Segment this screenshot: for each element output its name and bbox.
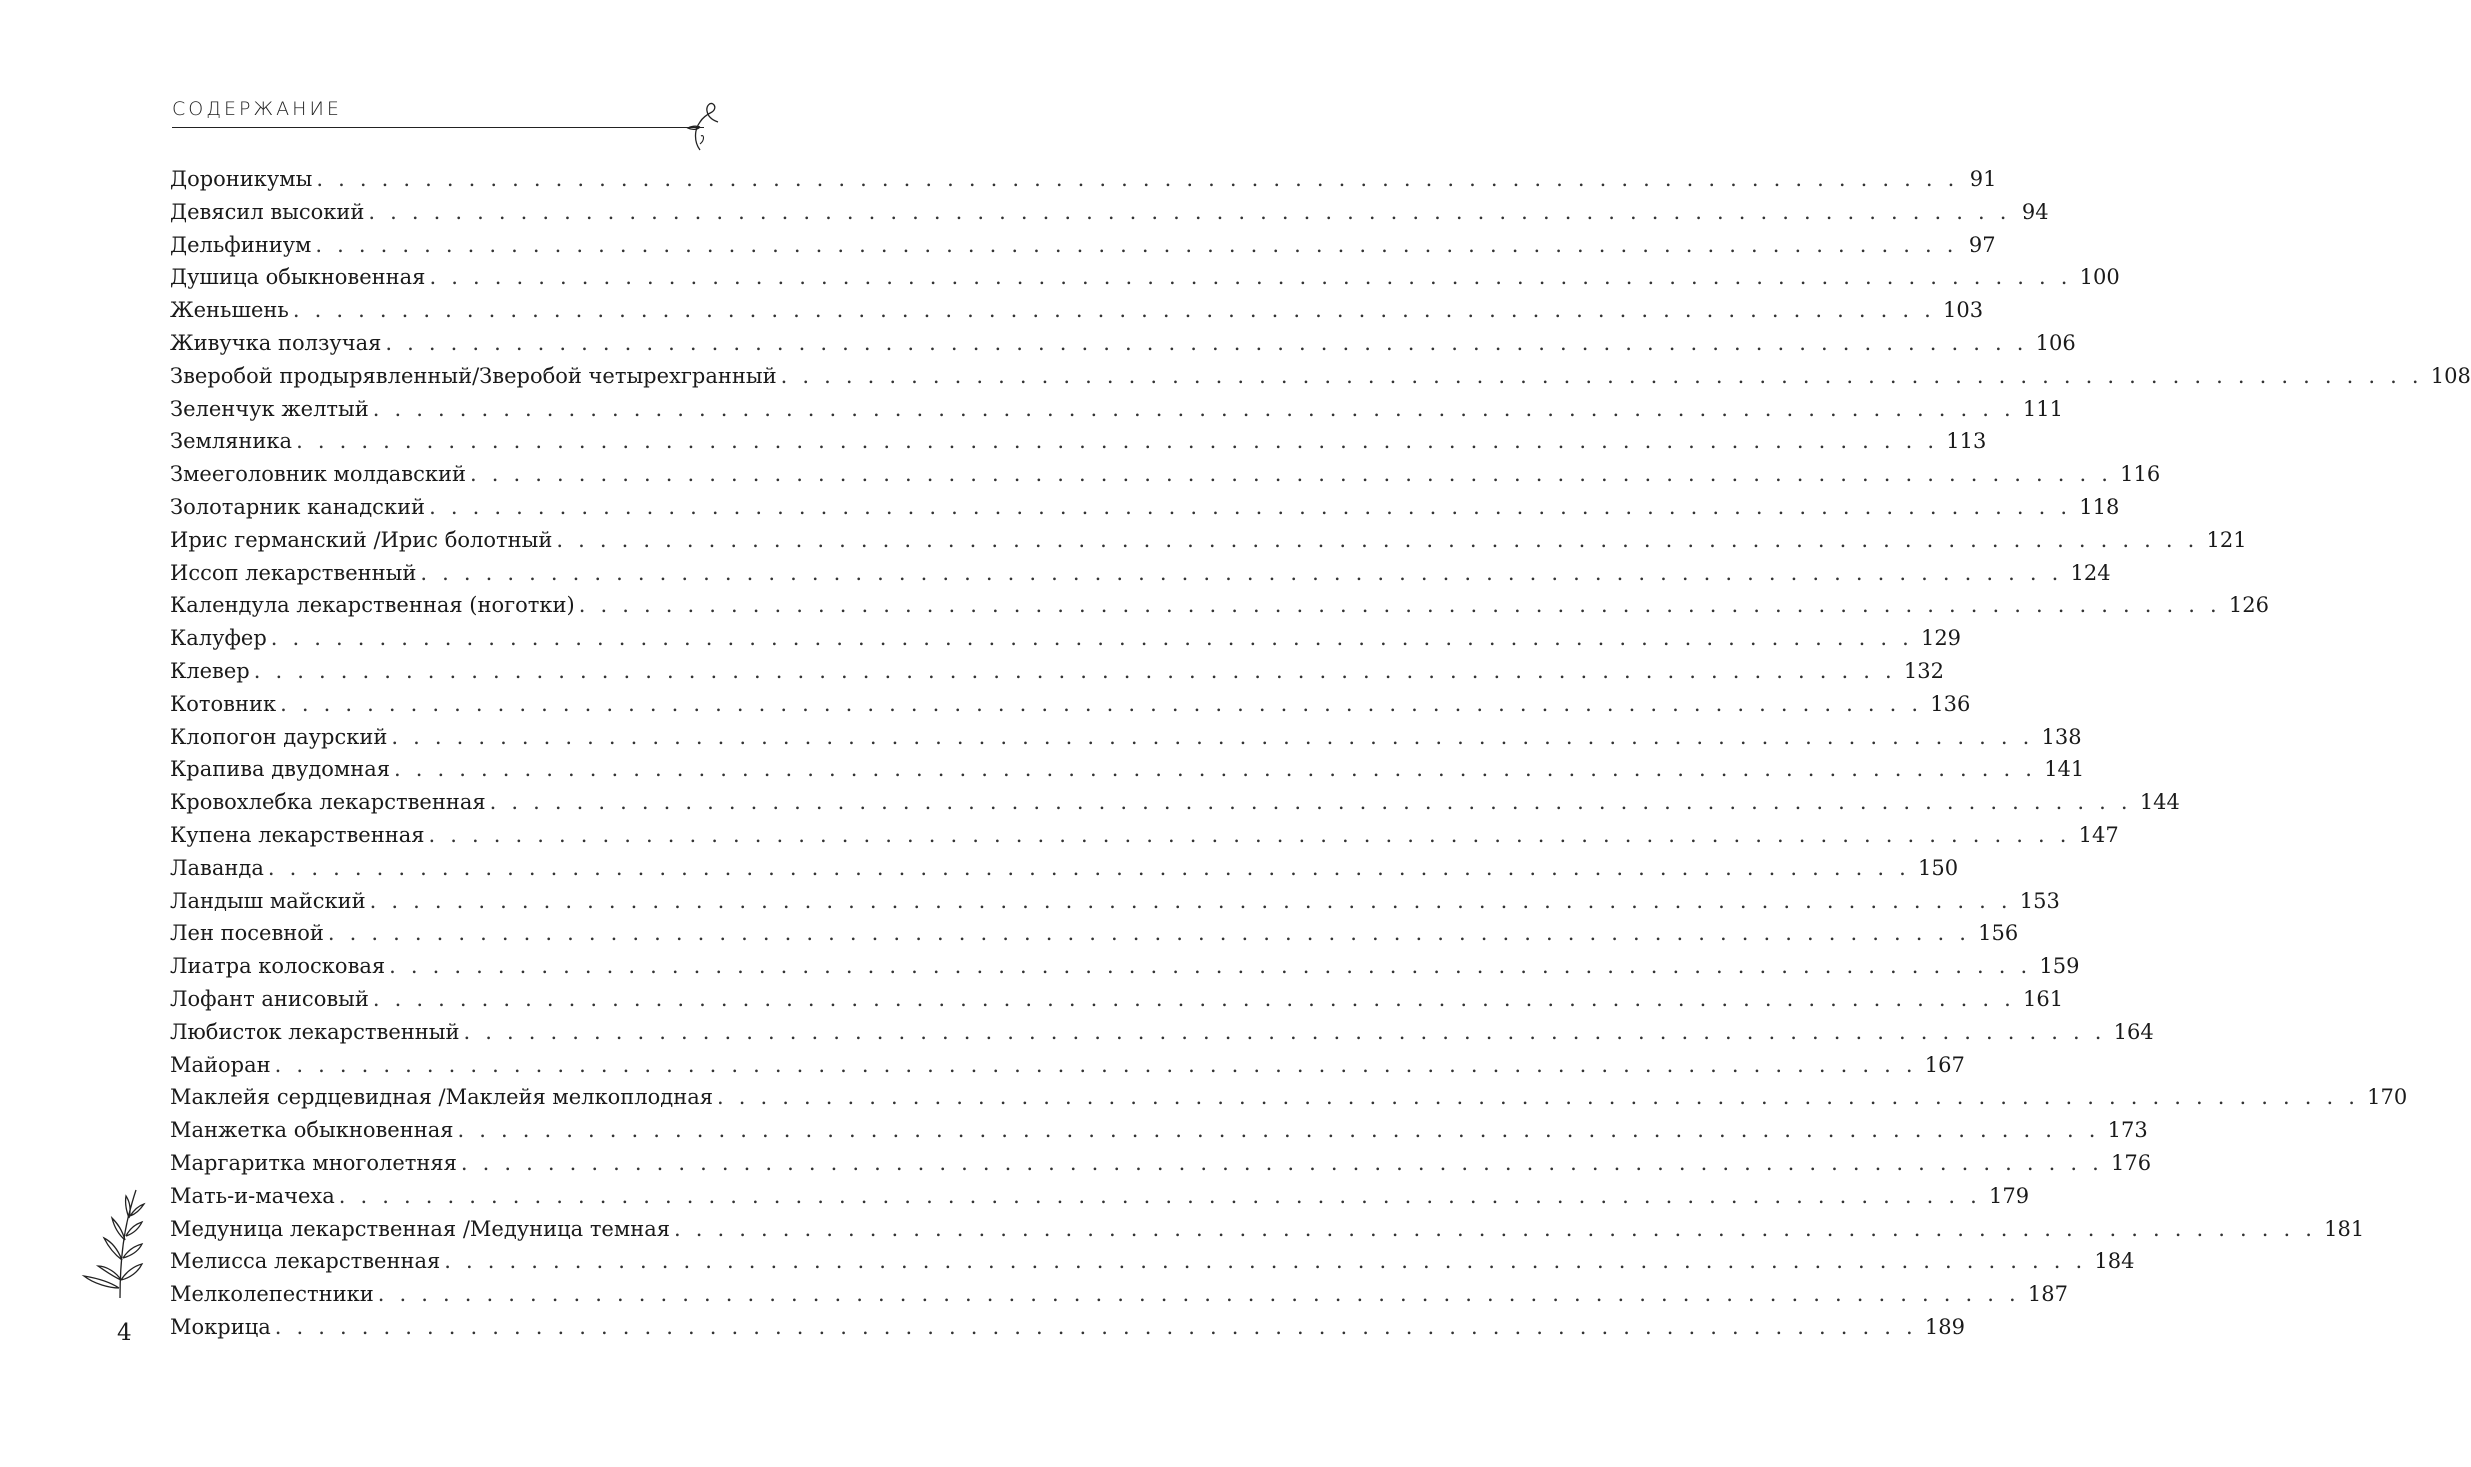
dot-leader: . . . . . . . . . . . . . . . . . . . . . . . . . . . . . . . . . . . . . . . . . . . . . . . . . . . . . . . . . . . . . . . . . . . . . . . . . . . . xyxy=(338,1183,1981,1208)
toc-entry xyxy=(170,1180,2030,1213)
toc-entry-page: 179 xyxy=(1988,1183,2030,1208)
toc-entry xyxy=(170,458,2161,491)
toc-entry-page: 132 xyxy=(1903,658,1944,683)
toc-entry-page: 153 xyxy=(2019,888,2060,913)
toc-entry xyxy=(170,360,2471,393)
toc-entry xyxy=(170,1213,2365,1246)
toc-entry xyxy=(170,983,2064,1016)
toc-entry-title: Дельфиниум xyxy=(170,232,312,257)
toc-entry xyxy=(170,950,2080,983)
toc-entry-title: Мокрица xyxy=(170,1314,271,1339)
dot-leader: . . . . . . . . . . . . . . . . . . . . . . . . . . . . . . . . . . . . . . . . . . . . . . . . . . . . . . . . . . . . . . . . . . . . . . . . . . . . xyxy=(327,921,1971,946)
toc-entry xyxy=(170,1016,2154,1049)
dot-leader: . . . . . . . . . . . . . . . . . . . . . . . . . . . . . . . . . . . . . . . . . . . . . . . . . . . . . . . . . . . . . . . . . . . . . . . . . . . . xyxy=(253,658,1896,683)
flourish-icon xyxy=(688,100,722,152)
toc-entry-title: Медуница лекарственная /Медуница темная xyxy=(170,1216,670,1241)
toc-entry-title: Манжетка обыкновенная xyxy=(170,1118,454,1143)
toc-entry-page: 108 xyxy=(2430,363,2471,388)
toc-entry xyxy=(170,688,1971,721)
toc-entry-title: Маргаритка многолетняя xyxy=(170,1150,457,1175)
toc-entry-page: 113 xyxy=(1946,429,1987,454)
toc-entry-page: 103 xyxy=(1943,298,1984,323)
toc-entry xyxy=(170,261,2120,294)
dot-leader: . . . . . . . . . . . . . . . . . . . . . . . . . . . . . . . . . . . . . . . . . . . . . . . . . . . . . . . . . . . . . . . . . . . . . . . . . . . . xyxy=(377,1282,2020,1307)
toc-entry-title: Девясил высокий xyxy=(170,199,365,224)
toc-entry-page: 176 xyxy=(2111,1150,2152,1175)
toc-entry-title: Крапива двудомная xyxy=(170,757,391,782)
toc-entry xyxy=(170,229,1996,262)
dot-leader: . . . . . . . . . . . . . . . . . . . . . . . . . . . . . . . . . . . . . . . . . . . . . . . . . . . . . . . . . . . . . . . . . . . . . . . . . . . . xyxy=(274,1052,1917,1077)
toc-entry xyxy=(170,425,1987,458)
toc-entry xyxy=(170,1114,2148,1147)
toc-entry-title: Душица обыкновенная xyxy=(170,265,426,290)
dot-leader: . . . . . . . . . . . . . . . . . . . . . . . . . . . . . . . . . . . . . . . . . . . . . . . . . . . . . . . . . . . . . . . . . . . . . . . . . . . . xyxy=(316,167,1959,191)
leaf-sprig-icon xyxy=(82,1188,146,1300)
toc-entry-page: 91 xyxy=(1969,167,1997,191)
page-number: 4 xyxy=(117,1320,132,1346)
toc-entry-page: 138 xyxy=(2041,724,2082,749)
toc-entry-page: 141 xyxy=(2044,757,2085,782)
toc-entry-page: 159 xyxy=(2039,954,2080,979)
toc-entry-page: 156 xyxy=(1978,921,2019,946)
toc-entry-page: 164 xyxy=(2113,1019,2154,1044)
dot-leader: . . . . . . . . . . . . . . . . . . . . . . . . . . . . . . . . . . . . . . . . . . . . . . . . . . . . . . . . . . . . . . . . . . . . . . . . . . . . xyxy=(296,429,1939,454)
toc-entry xyxy=(170,589,2269,622)
dot-leader: . . . . . . . . . . . . . . . . . . . . . . . . . . . . . . . . . . . . . . . . . . . . . . . . . . . . . . . . . . . . . . . . . . . . . . . . . . . . xyxy=(315,232,1958,257)
toc-entry xyxy=(170,1245,2135,1278)
toc-entry xyxy=(170,557,2111,590)
toc-entry-title: Калуфер xyxy=(170,626,267,651)
toc-entry-title: Золотарник канадский xyxy=(170,494,426,519)
toc-entry-page: 129 xyxy=(1920,626,1962,651)
toc-entry-page: 97 xyxy=(1968,232,1996,257)
dot-leader: . . . . . . . . . . . . . . . . . . . . . . . . . . . . . . . . . . . . . . . . . . . . . . . . . . . . . . . . . . . . . . . . . . . . . . . . . . . . xyxy=(460,1150,2104,1175)
dot-leader: . . . . . . . . . . . . . . . . . . . . . . . . . . . . . . . . . . . . . . . . . . . . . . . . . . . . . . . . . . . . . . . . . . . . . . . . . . . . xyxy=(420,560,2063,585)
dot-leader: . . . . . . . . . . . . . . . . . . . . . . . . . . . . . . . . . . . . . . . . . . . . . . . . . . . . . . . . . . . . . . . . . . . . . . . . . . . . xyxy=(578,593,2221,618)
dot-leader: . . . . . . . . . . . . . . . . . . . . . . . . . . . . . . . . . . . . . . . . . . . . . . . . . . . . . . . . . . . . . . . . . . . . . . . . . . . . xyxy=(292,298,1936,323)
toc-entry-title: Женьшень xyxy=(170,298,289,323)
toc-entry xyxy=(170,196,2049,229)
toc-entry-title: Ирис германский /Ирис болотный xyxy=(170,527,553,552)
toc-entry xyxy=(170,393,2063,426)
toc-entry xyxy=(170,491,2120,524)
toc-entry-page: 147 xyxy=(2078,822,2119,847)
toc-entry-page: 181 xyxy=(2324,1216,2365,1241)
toc-entry xyxy=(170,1311,1965,1344)
toc-entry xyxy=(170,786,2180,819)
toc-entry-page: 161 xyxy=(2023,986,2064,1011)
dot-leader: . . . . . . . . . . . . . . . . . . . . . . . . . . . . . . . . . . . . . . . . . . . . . . . . . . . . . . . . . . . . . . . . . . . . . . . . . . . . xyxy=(368,199,2011,224)
toc-entry-page: 121 xyxy=(2206,527,2247,552)
toc-entry-title: Клевер xyxy=(170,658,250,683)
toc-entry xyxy=(170,1081,2408,1114)
toc-entry-page: 189 xyxy=(1924,1314,1965,1339)
dot-leader: . . . . . . . . . . . . . . . . . . . . . . . . . . . . . . . . . . . . . . . . . . . . . . . . . . . . . . . . . . . . . . . . . . . . . . . . . . . . xyxy=(470,462,2113,487)
dot-leader: . . . . . . . . . . . . . . . . . . . . . . . . . . . . . . . . . . . . . . . . . . . . . . . . . . . . . . . . . . . . . . . . . . . . . . . . . . . . xyxy=(389,954,2032,979)
dot-leader: . . . . . . . . . . . . . . . . . . . . . . . . . . . . . . . . . . . . . . . . . . . . . . . . . . . . . . . . . . . . . . . . . . . . . . . . . . . . xyxy=(385,330,2028,355)
dot-leader: . . . . . . . . . . . . . . . . . . . . . . . . . . . . . . . . . . . . . . . . . . . . . . . . . . . . . . . . . . . . . . . . . . . . . . . . . . . . xyxy=(463,1019,2106,1044)
dot-leader: . . . . . . . . . . . . . . . . . . . . . . . . . . . . . . . . . . . . . . . . . . . . . . . . . . . . . . . . . . . . . . . . . . . . . . . . . . . . xyxy=(280,691,1923,716)
toc-entry xyxy=(170,721,2082,754)
toc-entry-page: 116 xyxy=(2120,462,2161,487)
toc-entry-title: Лен посевной xyxy=(170,921,324,946)
toc-entry xyxy=(170,852,1959,885)
toc-entry xyxy=(170,917,2019,950)
toc-entry xyxy=(170,1049,1965,1082)
toc-entry-title: Лаванда xyxy=(170,855,264,880)
toc-entry-page: 136 xyxy=(1930,691,1971,716)
page-title: СОДЕРЖАНИЕ xyxy=(172,98,342,120)
toc-entry xyxy=(170,294,1984,327)
dot-leader: . . . . . . . . . . . . . . . . . . . . . . . . . . . . . . . . . . . . . . . . . . . . . . . . . . . . . . . . . . . . . . . . . . . . . . . . . . . . xyxy=(429,494,2072,519)
dot-leader: . . . . . . . . . . . . . . . . . . . . . . . . . . . . . . . . . . . . . . . . . . . . . . . . . . . . . . . . . . . . . . . . . . . . . . . . . . . . xyxy=(391,724,2034,749)
dot-leader: . . . . . . . . . . . . . . . . . . . . . . . . . . . . . . . . . . . . . . . . . . . . . . . . . . . . . . . . . . . . . . . . . . . . . . . . . . . . xyxy=(267,855,1911,880)
toc-entry-page: 184 xyxy=(2094,1249,2135,1274)
toc-entry-page: 187 xyxy=(2027,1282,2068,1307)
toc-entry-page: 173 xyxy=(2107,1118,2148,1143)
toc-entry-page: 126 xyxy=(2228,593,2269,618)
toc-entry-page: 111 xyxy=(2022,396,2063,421)
dot-leader: . . . . . . . . . . . . . . . . . . . . . . . . . . . . . . . . . . . . . . . . . . . . . . . . . . . . . . . . . . . . . . . . . . . . . . . . . . . . xyxy=(372,396,2015,421)
toc-entry-title: Майоран xyxy=(170,1052,271,1077)
toc-entry-page: 100 xyxy=(2079,265,2120,290)
toc-entry-page: 124 xyxy=(2070,560,2111,585)
toc-entry-title: Котовник xyxy=(170,691,277,716)
toc-entry-page: 150 xyxy=(1918,855,1959,880)
toc-entry-page: 106 xyxy=(2035,330,2076,355)
toc-entry-title: Змееголовник молдавский xyxy=(170,462,466,487)
toc-entry-title: Мелколепестники xyxy=(170,1282,374,1307)
dot-leader: . . . . . . . . . . . . . . . . . . . . . . . . . . . . . . . . . . . . . . . . . . . . . . . . . . . . . . . . . . . . . . . . . . . . . . . . . . . . xyxy=(428,822,2071,847)
dot-leader: . . . . . . . . . . . . . . . . . . . . . . . . . . . . . . . . . . . . . . . . . . . . . . . . . . . . . . . . . . . . . . . . . . . . . . . . . . . . xyxy=(673,1216,2317,1241)
toc-entry-page: 167 xyxy=(1924,1052,1965,1077)
toc-entry-title: Ландыш майский xyxy=(170,888,366,913)
toc-entry-title: Маклейя сердцевидная /Маклейя мелкоплодная xyxy=(170,1085,713,1110)
toc-entry xyxy=(170,655,1944,688)
toc-entry-title: Живучка ползучая xyxy=(170,330,382,355)
toc-entry-page: 144 xyxy=(2139,790,2180,815)
dot-leader: . . . . . . . . . . . . . . . . . . . . . . . . . . . . . . . . . . . . . . . . . . . . . . . . . . . . . . . . . . . . . . . . . . . . . . . . . . . . xyxy=(716,1085,2360,1110)
toc-entry-page: 118 xyxy=(2079,494,2120,519)
toc-entry-title: Купена лекарственная xyxy=(170,822,425,847)
dot-leader: . . . . . . . . . . . . . . . . . . . . . . . . . . . . . . . . . . . . . . . . . . . . . . . . . . . . . . . . . . . . . . . . . . . . . . . . . . . . xyxy=(270,626,1913,651)
toc-entry-title: Кровохлебка лекарственная xyxy=(170,790,486,815)
toc-entry xyxy=(170,622,1962,655)
dot-leader: . . . . . . . . . . . . . . . . . . . . . . . . . . . . . . . . . . . . . . . . . . . . . . . . . . . . . . . . . . . . . . . . . . . . . . . . . . . . xyxy=(556,527,2199,552)
toc-entry xyxy=(170,327,2076,360)
dot-leader: . . . . . . . . . . . . . . . . . . . . . . . . . . . . . . . . . . . . . . . . . . . . . . . . . . . . . . . . . . . . . . . . . . . . . . . . . . . . xyxy=(780,363,2423,388)
toc-entry-page: 170 xyxy=(2367,1085,2408,1110)
toc-entry-title: Любисток лекарственный xyxy=(170,1019,460,1044)
toc-entry-title: Мать-и-мачеха xyxy=(170,1183,335,1208)
toc-entry-title: Лиатра колосковая xyxy=(170,954,386,979)
toc-entry xyxy=(170,1147,2152,1180)
toc-entry-title: Дороникумы xyxy=(170,167,313,191)
dot-leader: . . . . . . . . . . . . . . . . . . . . . . . . . . . . . . . . . . . . . . . . . . . . . . . . . . . . . . . . . . . . . . . . . . . . . . . . . . . . xyxy=(372,986,2016,1011)
toc-entry-page: 94 xyxy=(2021,199,2049,224)
dot-leader: . . . . . . . . . . . . . . . . . . . . . . . . . . . . . . . . . . . . . . . . . . . . . . . . . . . . . . . . . . . . . . . . . . . . . . . . . . . . xyxy=(274,1314,1917,1339)
toc-entry-title: Календула лекарственная (ноготки) xyxy=(170,593,575,618)
toc-entry-title: Зеленчук желтый xyxy=(170,396,369,421)
toc-entry-title: Иссоп лекарственный xyxy=(170,560,417,585)
dot-leader: . . . . . . . . . . . . . . . . . . . . . . . . . . . . . . . . . . . . . . . . . . . . . . . . . . . . . . . . . . . . . . . . . . . . . . . . . . . . xyxy=(429,265,2072,290)
toc-entry xyxy=(170,163,1997,196)
toc-entry-title: Лофант анисовый xyxy=(170,986,369,1011)
toc-entry-title: Земляника xyxy=(170,429,293,454)
toc-entry-title: Мелисса лекарственная xyxy=(170,1249,441,1274)
table-of-contents xyxy=(170,163,2471,1344)
dot-leader: . . . . . . . . . . . . . . . . . . . . . . . . . . . . . . . . . . . . . . . . . . . . . . . . . . . . . . . . . . . . . . . . . . . . . . . . . . . . xyxy=(369,888,2012,913)
toc-entry xyxy=(170,524,2247,557)
dot-leader: . . . . . . . . . . . . . . . . . . . . . . . . . . . . . . . . . . . . . . . . . . . . . . . . . . . . . . . . . . . . . . . . . . . . . . . . . . . . xyxy=(489,790,2132,815)
toc-entry xyxy=(170,819,2119,852)
toc-entry xyxy=(170,753,2085,786)
dot-leader: . . . . . . . . . . . . . . . . . . . . . . . . . . . . . . . . . . . . . . . . . . . . . . . . . . . . . . . . . . . . . . . . . . . . . . . . . . . . xyxy=(457,1118,2100,1143)
toc-entry-title: Клопогон даурский xyxy=(170,724,388,749)
dot-leader: . . . . . . . . . . . . . . . . . . . . . . . . . . . . . . . . . . . . . . . . . . . . . . . . . . . . . . . . . . . . . . . . . . . . . . . . . . . . xyxy=(444,1249,2087,1274)
toc-entry-title: Зверобой продырявленный/Зверобой четырехгранный xyxy=(170,363,777,388)
dot-leader: . . . . . . . . . . . . . . . . . . . . . . . . . . . . . . . . . . . . . . . . . . . . . . . . . . . . . . . . . . . . . . . . . . . . . . . . . . . . xyxy=(394,757,2037,782)
header-rule xyxy=(172,127,704,128)
toc-entry xyxy=(170,885,2060,918)
toc-entry xyxy=(170,1278,2068,1311)
